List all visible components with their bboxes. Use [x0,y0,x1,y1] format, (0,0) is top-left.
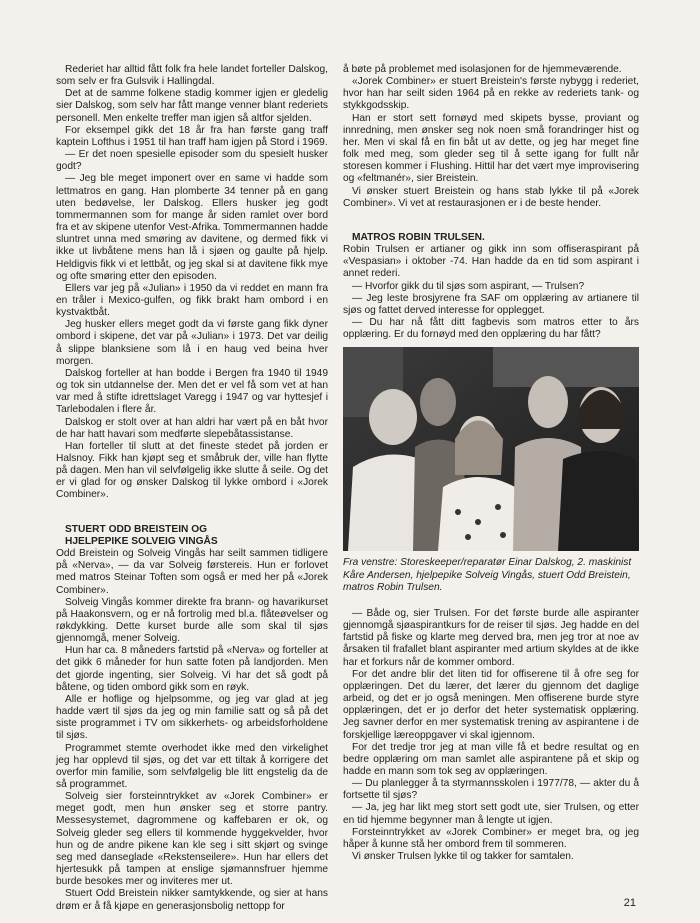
paragraph: For det andre blir det liten tid for offiserene til å ofre seg for opplæringen. Det du lærer, det lærer du gjennom det daglige arbeid, og det er jo også meningen. Men offiserene burde styre opplæringen, det er jo derfor det heter systematisk opplæring. Jeg savner derfor en mer systematisk trening av aspirantene i de forskjellige læreoppgaver vi skal igjennom. [343,668,639,741]
paragraph: Odd Breistein og Solveig Vingås har seilt sammen tidligere på «Nerva», — da var Solveig førstereis. Hun er forlovet med matros Steinar Toften som også er med her på «Jorek Combiner». [56,548,328,596]
paragraph: For eksempel gikk det 18 år fra han første gang traff kaptein Lofthus i 1951 til han traff ham igjen på Stord i 1969. [56,124,328,148]
section-heading-breistein-line2: HJELPEPIKE SOLVEIG VINGÅS [65,535,218,547]
paragraph: — Ja, jeg har likt meg stort sett godt ute, sier Trulsen, og etter en tid hjemme begynner man å lengte ut igjen. [343,802,639,826]
paragraph: Dalskog er stolt over at han aldri har vært på en båt hvor de har hatt havari som medførte slepebåtassistanse. [56,416,328,440]
paragraph: Hun har ca. 8 måneders fartstid på «Nerva» og forteller at det gikk 6 måneder for hun satte foten på landjorden. Men det gjorde ingenting, sier Solveig. Vi har det så godt på båtene, og tiden ombord gikk som en røyk. [56,645,328,693]
paragraph: å bøte på problemet med isolasjonen for de hjemmeværende. [343,64,622,75]
article-text-breistein [56,548,328,913]
paragraph: Robin Trulsen er artianer og gikk inn som offiseraspirant på «Vespasian» i oktober -74. Han hadde da en tid som aspirant i annet rederi. [343,244,639,280]
paragraph: — Du planlegger å ta styrmannsskolen i 1977/78, — akter du å fortsette til sjøs? [343,778,639,802]
paragraph: Forsteinntrykket av «Jorek Combiner» er meget bra, og jeg håper å kunne stå her ombord frem til sommeren. [343,826,639,850]
right-column [343,64,639,863]
article-text-breistein-continued [343,64,639,210]
photo-caption: Fra venstre: Storeskeeper/reparatør Einar Dalskog, 2. maskinist Kåre Andersen, hjelpepike Solveig Vingås, stuert Odd Breistein, matros Robin Trulsen. [343,557,632,593]
left-column [56,64,328,913]
paragraph: «Jorek Combiner» er stuert Breistein's første nybygg i rederiet, hvor han har seilt siden 1964 på en rekke av rederiets tank- og stykkgodsskip. [343,76,639,112]
article-text-dalskog [56,64,328,502]
article-text-trulsen-continued [343,608,639,863]
paragraph: For det tredje tror jeg at man ville få et bedre resultat og en bedre opplæring om man samlet alle aspirantene på et skip og hadde en mann som tok seg av opplæringen. [343,741,639,777]
paragraph: Han er stort sett fornøyd med skipets bysse, proviant og innredning, men ønsker seg nok noen små forandringer hist og her. Men vi skal få en fin båt ut av dette, og jeg har meget fine folk med meg, som gleder seg til å sette igang for fullt når storesen kommer i Flushing. Hittil har det vært mye improvisering og «feltmanér», sier Breistein. [343,112,639,185]
paragraph: — Du har nå fått ditt fagbevis som matros etter to års opplæring. Er du fornøyd med den opplæring du har fått? [343,317,639,341]
paragraph: Dalskog forteller at han bodde i Bergen fra 1940 til 1949 og tok sin utdannelse der. Men det er vel få som vet at han var med å stifte idrettslaget Varegg i 1947 og var hyttesjef i Tarlebodalen i flere år. [56,367,328,416]
paragraph: — Jeg ble meget imponert over en same vi hadde som lettmatros en gang. Han plomberte 34 tenner på en gang uten bedøvelse, ler Dalskog. Ellers husker jeg godt tommermannen som for mange år siden ramlet over bord fra et av skipene utenfor Vest-Afrika. Tommermannen hadde sluntret unna med smøring av davitene, og dermed fikk vi ikke ut livbåtene mens han lå i sjøen og gaulte på hjelp. Heldigvis fikk vi et lettbåt, og jeg skal si at davitene fikk mye og ofte smøring etter den episoden. [56,173,328,282]
paragraph: Solveig sier forsteinntrykket av «Jorek Combiner» er meget godt, men hun ønsker seg et storre pantry. Messesystemet, dagrommene og kaffebaren er ok, og Solveig gleder seg ellers til kommende hyggekvelder, hvor hun og de andre pikene kan kle seg i sitt skjørt og svinge seg med danseglade «Rekstenseilere». Hun har ellers det hjertesukk på tampen at enslige sjømannsfruer hjemme burde besokes mer og inviteres mer ut. [56,791,328,888]
paragraph: Rederiet har alltid fått folk fra hele landet forteller Dalskog, som selv er fra Gulsvik i Hallingdal. [56,64,328,88]
section-heading-breistein-line1: STUERT ODD BREISTEIN OG [65,523,208,535]
paragraph: — Både og, sier Trulsen. For det første burde alle aspiranter gjennomgå sjøaspirantkurs for de reiser til sjøs. Jeg hadde en del fartstid på fiske og klarte meg derved bra, men jeg tror at noe av årsaken til frafallet blant aspiranter med artium skyldes at de ikke har et forkurs når de kommer ombord. [343,607,639,668]
paragraph: — Er det noen spesielle episoder som du spesielt husker godt? [56,149,328,173]
crew-group-photo [343,347,639,551]
paragraph: Jeg husker ellers meget godt da vi første gang fikk dyner ombord i skipene, det var på «Julian» i 1973. Det var deilig å slippe blanksiene som lå i en haug ved beina hver morgen. [56,319,328,367]
paragraph: — Jeg leste brosjyrene fra SAF om opplæring av artianere til sjøs og fattet derved interesse for opplegget. [343,292,639,316]
section-heading-trulsen: MATROS ROBIN TRULSEN. [352,231,485,243]
paragraph: Han forteller til slutt at det fineste stedet på jorden er Halsnoy. Fikk han kjøpt seg et småbruk der, ville han flytte på dagen. Men han vil selvfølgelig ikke slutte å seile. Og det er vi glad for og ønsker Dalskog til lykke ombord i «Jorek Combiner». [56,440,328,501]
paragraph: Ellers var jeg på «Julian» i 1950 da vi reddet en mann fra en tråler i Mexico-gulfen, og fikk brakt ham ombord i en kystvaktbåt. [56,282,328,319]
paragraph: Solveig Vingås kommer direkte fra brann- og havarikurset på Haakonsvern, og er nå fortrolig med bl.a. flåteøvelser og røkdykking. Dette kurset burde alle som skal til sjøs gjennomgå, mener Solveig. [56,596,328,645]
paragraph: Alle er hoflige og hjelpsomme, og jeg var glad at jeg hadde vært til sjøs da jeg og min familie satt og så på det siste programmet i TV om sikkerhets- og arbeidsforholdene til sjøs. [56,693,328,742]
paragraph: Det at de samme folkene stadig kommer igjen er gledelig sier Dalskog, som selv har fått mange venner blant rederiets personell. Men enkelte treffer man igjen så altfor sjelden. [56,88,328,124]
paragraph: Programmet stemte overhodet ikke med den virkelighet jeg har opplevd til sjøs, og det var ett tiltak å korrigere det overfor min familie, som selvfølgelig ble litt engstelig da de så programmet. [56,742,328,790]
paragraph: Stuert Odd Breistein nikker samtykkende, og sier at hans drøm er å få kjøpe en generasjonsbolig nettopp for [56,888,328,912]
paragraph: Vi ønsker stuert Breistein og hans stab lykke til på «Jorek Combiner». Vi vet at restaurasjonen er i de beste hender. [343,185,639,209]
paragraph: Vi ønsker Trulsen lykke til og takker for samtalen. [352,851,574,863]
article-text-trulsen [343,244,639,341]
page-number: 21 [623,897,636,909]
paragraph: — Hvorfor gikk du til sjøs som aspirant, — Trulsen? [352,280,585,292]
